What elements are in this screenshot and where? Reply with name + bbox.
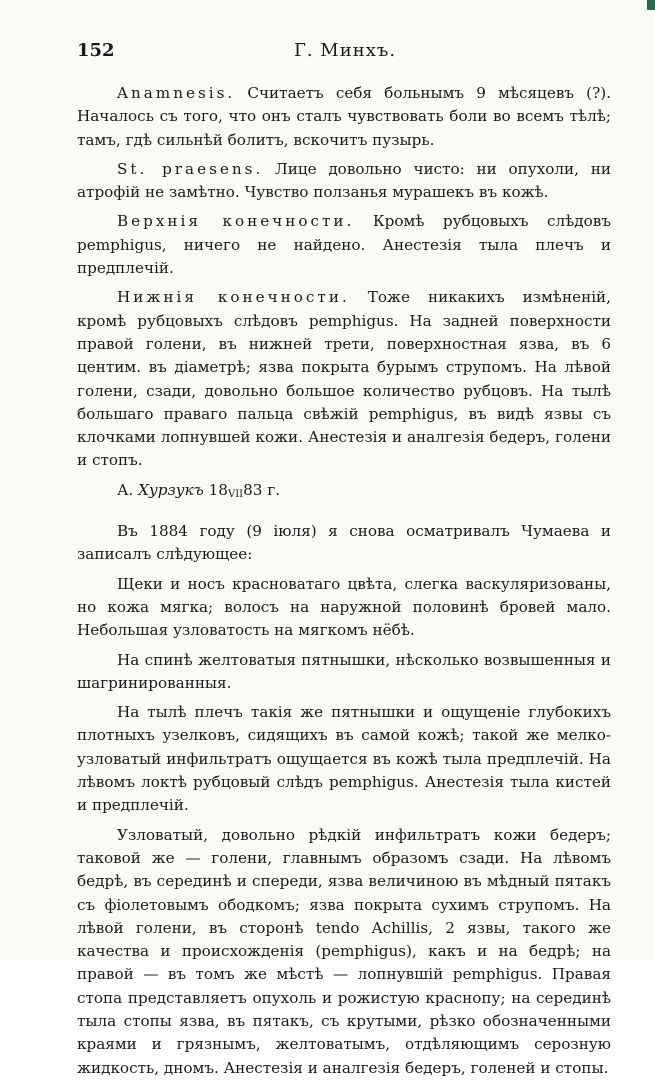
- signature-line: [77, 479, 611, 506]
- paragraph-shoulders: На тылѣ плечъ такія же пятнышки и ощущеніе глубокихъ плотныхъ узелковъ, сидящихъ въ самой кожѣ; такой же мелко-узловатый инфильтратъ ощущается въ кожѣ тыла предплечій. На лѣвомъ локтѣ рубцовый слѣдъ pemphigus. Анестезія тыла кистей и предплечій.: [77, 703, 611, 815]
- upper-limbs-text: Кромѣ рубцовыхъ слѣдовъ pemphigus, ничего не найдено. Анестезія тыла плечъ и предплечій.: [77, 212, 611, 278]
- anamnesis-text: Считаетъ себя больнымъ 9 мѣсяцевъ (?). Началось съ того, что онъ сталъ чувствовать боли во всемъ тѣлѣ; тамъ, гдѣ сильнѣй болитъ, вскочитъ пузырь.: [77, 84, 611, 149]
- paragraph-back: На спинѣ желтоватыя пятнышки, нѣсколько возвышенныя и шагринированныя.: [77, 650, 611, 692]
- paragraph-face: Щеки и носъ красноватаго цвѣта, слегка васкуляризованы, но кожа мягка; волосъ на наружной половинѣ бровей мало. Небольшая узловатость на мягкомъ нёбѣ.: [77, 574, 611, 640]
- upper-limbs-heading: Верхнія конечности.: [117, 212, 355, 231]
- page-corner-mark: [647, 0, 655, 10]
- lower-limbs-heading: Нижнія конечности.: [117, 288, 350, 307]
- signature-year: 83: [243, 480, 263, 499]
- paragraph-anamnesis: [77, 82, 611, 152]
- status-praesens-heading: St. praesens.: [117, 159, 264, 178]
- signature-initial: А.: [117, 480, 134, 499]
- page-body: [77, 82, 611, 1080]
- signature-suffix: г.: [267, 480, 281, 499]
- paragraph-status-praesens: [77, 158, 611, 205]
- paragraph-1884-exam: Въ 1884 году (9 іюля) я снова осматривалъ Чумаева и записалъ слѣдующее:: [77, 522, 611, 564]
- paragraph-lower-limbs: [77, 286, 611, 472]
- page-number: 152: [77, 40, 115, 61]
- signature-month: VII: [227, 488, 244, 500]
- running-title: Г. Минхъ.: [293, 40, 397, 61]
- signature-day: 18: [208, 480, 228, 499]
- anamnesis-heading: Anamnesis.: [117, 84, 236, 102]
- paragraph-thighs: Узловатый, довольно рѣдкій инфильтратъ кожи бедеръ; таковой же — голени, главнымъ образомъ сзади. На лѣвомъ бедрѣ, въ серединѣ и спереди, язва величиною въ мѣдный пятакъ съ фіолетовымъ ободкомъ; язва покрыта сухимъ струпомъ. На лѣвой голени, въ сторонѣ tendo Achillis, 2 язвы, такого же качества и происхожденія (pemphigus), какъ и на бедрѣ; на правой — въ томъ же мѣстѣ — лопнувшій pemphigus. Правая стопа представляетъ опухоль и рожистую краснопу; на серединѣ тыла стопы язва, въ пятакъ, съ крутыми, рѣзко обозначенными краями и грязнымъ, желтоватымъ, отдѣляющимъ серозную жидкость, дномъ. Анестезія и аналгезія бедеръ, голеней и стопы.: [77, 825, 611, 1077]
- page-header: [77, 40, 613, 68]
- status-praesens-text: Лице довольно чисто: ни опухоли, ни атрофій не замѣтно. Чувство ползанья мурашекъ въ кожѣ.: [77, 159, 611, 202]
- signature-name: Хурзукъ: [138, 480, 204, 499]
- lower-limbs-text: Тоже никакихъ измѣненій, кромѣ рубцовыхъ слѣдовъ pemphigus. На задней поверхности правой голени, въ нижней трети, поверхностная язва, въ 6 центим. въ діаметрѣ; язва покрыта бурымъ струпомъ. На лѣвой голени, сзади, довольно большое количество рубцовъ. На тылѣ большаго праваго пальца свѣжій pemphigus, въ видѣ язвы съ клочками лопнувшей кожи. Анестезія и аналгезія бедеръ, голени и стопъ.: [77, 288, 611, 470]
- paragraph-upper-limbs: [77, 210, 611, 280]
